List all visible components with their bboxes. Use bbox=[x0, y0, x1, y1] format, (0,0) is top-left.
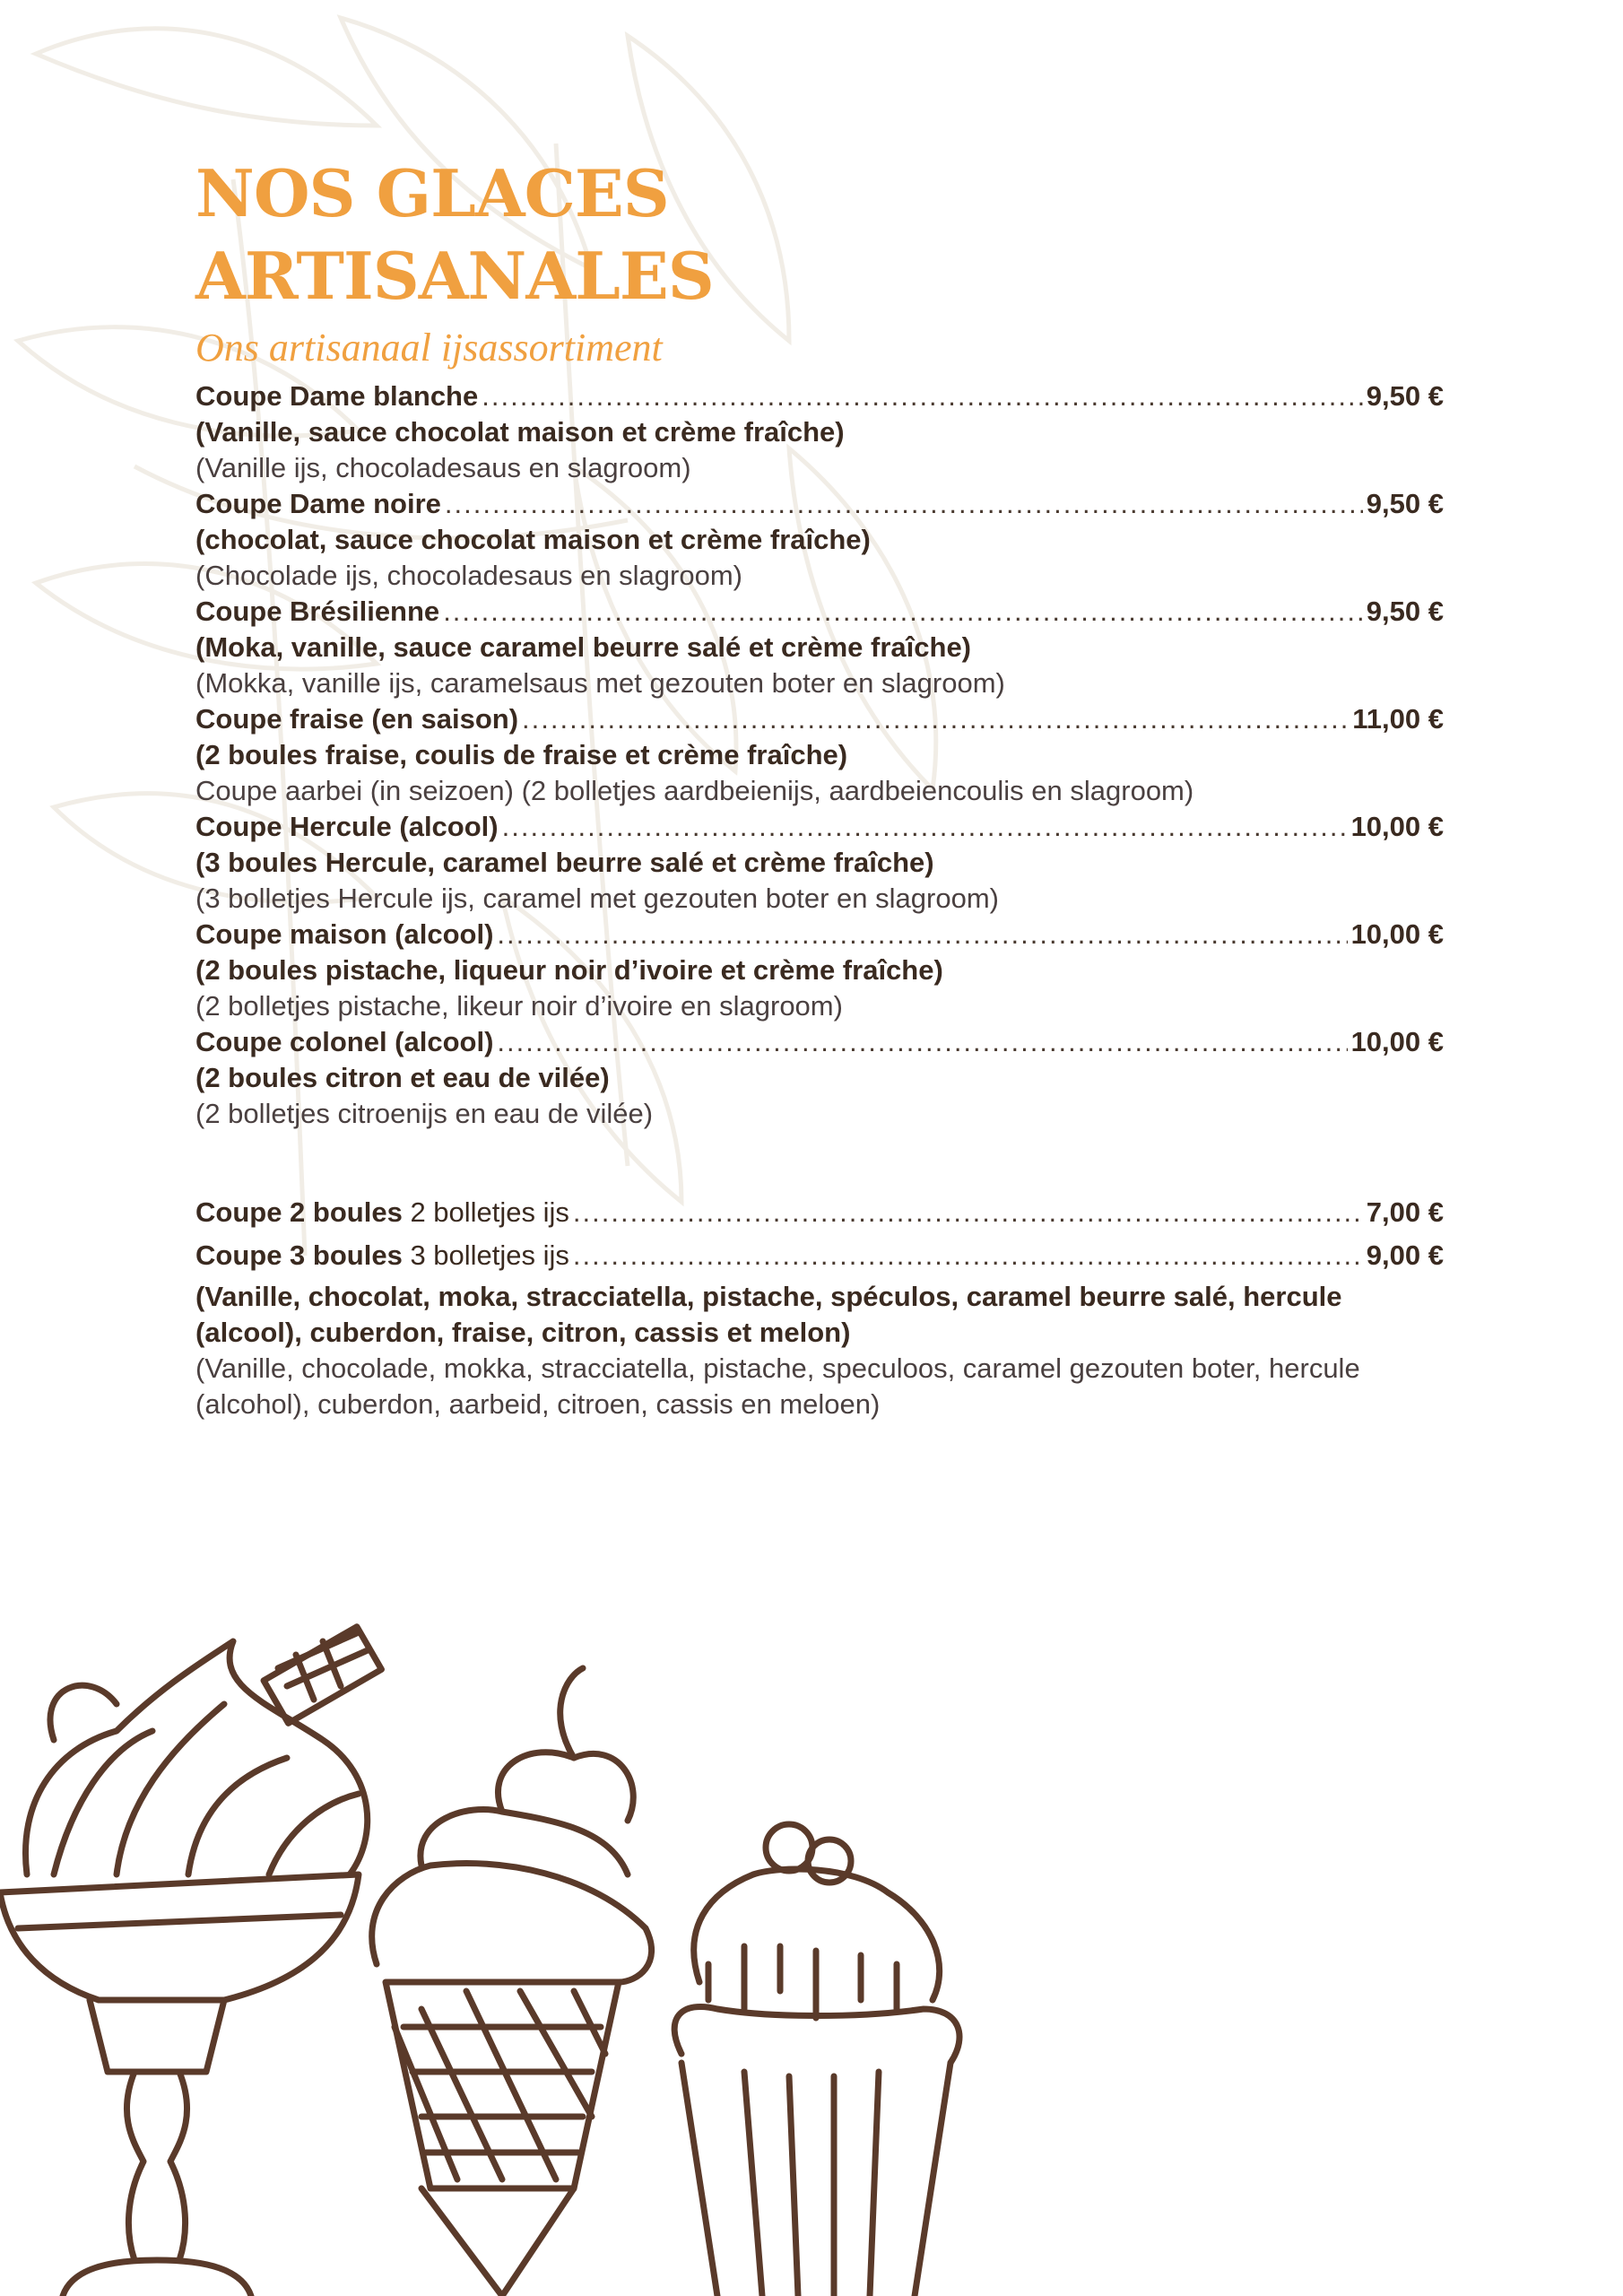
menu-item bbox=[195, 917, 1444, 1024]
item-price: 10,00 € bbox=[1350, 1026, 1444, 1057]
leader-dots bbox=[497, 917, 1347, 952]
item-description-nl: (Vanille ijs, chocoladesaus en slagroom) bbox=[195, 452, 691, 483]
item-name: Coupe colonel (alcool) bbox=[195, 1026, 494, 1057]
item-price: 7,00 € bbox=[1366, 1196, 1444, 1228]
coupes-list bbox=[195, 378, 1444, 1132]
title-line-2: ARTISANALES bbox=[195, 238, 714, 314]
item-price: 9,00 € bbox=[1366, 1239, 1444, 1271]
item-description-nl: (3 bolletjes Hercule ijs, caramel met gezouten boter en slagroom) bbox=[195, 883, 999, 914]
boules-list bbox=[195, 1191, 1444, 1422]
cupcake-illustration bbox=[674, 1824, 959, 2296]
title-line-1: NOS GLACES bbox=[195, 155, 669, 231]
item-description-fr: (Vanille, sauce chocolat maison et crème fraîche) bbox=[195, 416, 845, 448]
flavours-nl: (Vanille, chocolade, mokka, stracciatella, pistache, speculoos, caramel gezouten boter, hercule (alcohol), cuberdon, aarbeid, citroen, cassis en meloen) bbox=[195, 1352, 1360, 1420]
item-name: Coupe 3 boules bbox=[195, 1239, 403, 1271]
menu-item bbox=[195, 594, 1444, 701]
item-price: 9,50 € bbox=[1366, 488, 1444, 519]
item-description-nl: (Chocolade ijs, chocoladesaus en slagroom) bbox=[195, 560, 742, 591]
item-name-nl: 3 bolletjes ijs bbox=[410, 1239, 569, 1271]
leader-dots bbox=[482, 378, 1363, 414]
item-price: 10,00 € bbox=[1350, 918, 1444, 950]
item-name-nl: 2 bolletjes ijs bbox=[410, 1196, 569, 1228]
item-name: Coupe 2 boules bbox=[195, 1196, 403, 1228]
leader-dots bbox=[497, 1024, 1347, 1060]
item-name: Coupe maison (alcool) bbox=[195, 918, 494, 950]
menu-item bbox=[195, 701, 1444, 809]
sundae-illustration bbox=[0, 1627, 381, 2296]
cone-illustration bbox=[372, 1668, 652, 2296]
item-description-nl: (2 bolletjes citroenijs en eau de vilée) bbox=[195, 1098, 654, 1129]
item-price: 9,50 € bbox=[1366, 380, 1444, 412]
item-name: Coupe Brésilienne bbox=[195, 596, 440, 627]
item-description-nl: (Mokka, vanille ijs, caramelsaus met gezouten boter en slagroom) bbox=[195, 667, 1005, 699]
item-description-fr: (3 boules Hercule, caramel beurre salé et crème fraîche) bbox=[195, 847, 934, 878]
leader-dots bbox=[502, 809, 1348, 845]
menu-item bbox=[195, 1024, 1444, 1132]
page-subtitle: Ons artisanaal ijsassortiment bbox=[195, 326, 663, 370]
item-name: Coupe fraise (en saison) bbox=[195, 703, 519, 735]
item-name: Coupe Hercule (alcool) bbox=[195, 811, 499, 842]
ice-cream-illustrations bbox=[0, 1605, 1623, 2296]
leader-dots bbox=[445, 486, 1363, 522]
menu-item bbox=[195, 378, 1444, 486]
item-description-fr: (2 boules citron et eau de vilée) bbox=[195, 1062, 610, 1093]
item-description-nl: Coupe aarbei (in seizoen) (2 bolletjes aardbeienijs, aardbeiencoulis en slagroom) bbox=[195, 775, 1194, 806]
item-price: 10,00 € bbox=[1350, 811, 1444, 842]
item-name: Coupe Dame noire bbox=[195, 488, 441, 519]
leader-dots bbox=[573, 1234, 1363, 1277]
menu-page bbox=[195, 152, 1444, 1422]
item-description-fr: (2 boules fraise, coulis de fraise et crème fraîche) bbox=[195, 739, 848, 770]
item-name: Coupe Dame blanche bbox=[195, 380, 479, 412]
item-price: 9,50 € bbox=[1366, 596, 1444, 627]
item-description-fr: (Moka, vanille, sauce caramel beurre salé et crème fraîche) bbox=[195, 631, 972, 663]
item-description-nl: (2 bolletjes pistache, likeur noir d’ivoire en slagroom) bbox=[195, 990, 843, 1022]
flavours-fr: (Vanille, chocolat, moka, stracciatella, pistache, spéculos, caramel beurre salé, hercule (alcool), cuberdon, fraise, citron, cassis et melon) bbox=[195, 1281, 1342, 1348]
item-description-fr: (chocolat, sauce chocolat maison et crème fraîche) bbox=[195, 524, 871, 555]
menu-item bbox=[195, 1234, 1444, 1277]
leader-dots bbox=[443, 594, 1363, 630]
menu-item bbox=[195, 486, 1444, 594]
page-title bbox=[195, 152, 1444, 317]
leader-dots bbox=[573, 1191, 1363, 1234]
menu-item bbox=[195, 1191, 1444, 1234]
item-price: 11,00 € bbox=[1352, 703, 1444, 735]
leader-dots bbox=[522, 701, 1349, 737]
menu-item bbox=[195, 809, 1444, 917]
item-description-fr: (2 boules pistache, liqueur noir d’ivoire et crème fraîche) bbox=[195, 954, 943, 986]
